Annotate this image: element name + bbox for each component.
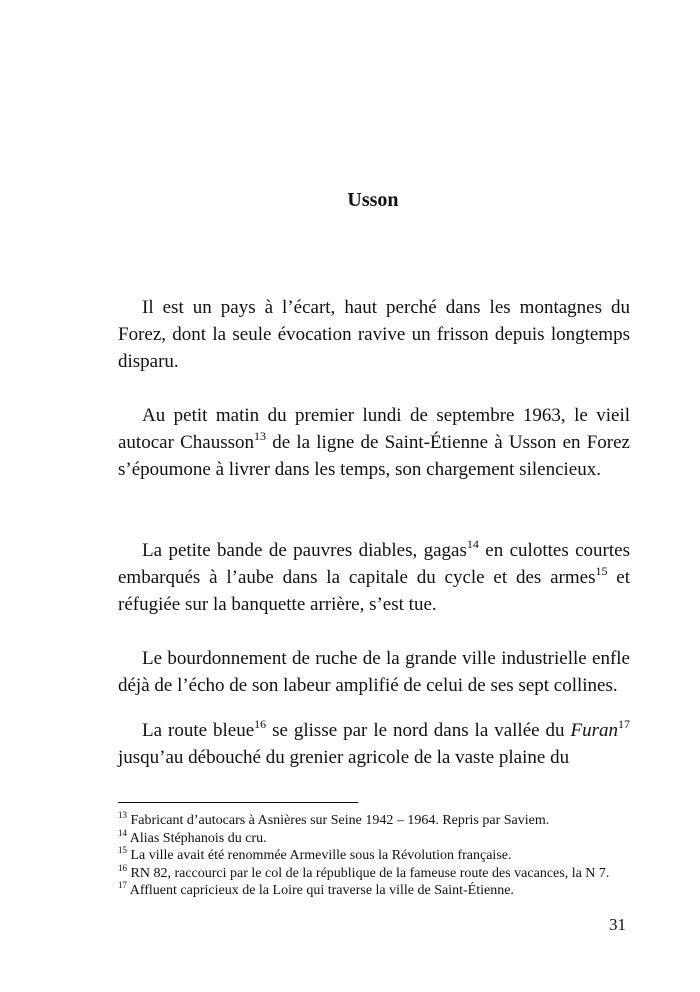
paragraph-4 (118, 645, 630, 699)
footnote-number: 15 (118, 845, 127, 856)
footnote-ref-13: 13 (254, 428, 267, 443)
footnote-text: Alias Stéphanois du cru. (127, 830, 267, 846)
paragraph-3 (118, 537, 630, 618)
paragraph-2 (118, 402, 630, 483)
footnote-separator (118, 802, 358, 803)
footnote-number: 13 (118, 810, 127, 821)
paragraph-1 (118, 294, 630, 375)
paragraph-5-text-c: jusqu’au débouché du grenier agricole de la vaste plaine du (118, 747, 570, 768)
page-number: 31 (609, 915, 626, 934)
paragraph-2-text-a: Au petit matin du premier lundi de septembre 1963, le vieil autocar Chausson (118, 405, 630, 453)
paragraph-1-text: Il est un pays à l’écart, haut perché dans les montagnes du Forez, dont la seule évocation ravive un frisson depuis longtemps disparu. (118, 297, 630, 372)
paragraph-3-text-b: en culottes courtes embarqués à l’aube dans la capitale du cycle et des armes (118, 540, 630, 588)
footnote-number: 17 (118, 880, 127, 891)
footnote-ref-16: 16 (254, 716, 267, 731)
paragraph-5 (118, 717, 630, 771)
footnote-text: Affluent capricieux de la Loire qui traverse la ville de Saint-Étienne. (127, 883, 514, 898)
paragraph-3-text-a: La petite bande de pauvres diables, gagas (142, 540, 467, 561)
paragraph-4-text: Le bourdonnement de ruche de la grande ville industrielle enfle déjà de l’écho de son labeur amplifié de celui de ses sept collines. (118, 648, 630, 696)
footnote-ref-17: 17 (618, 716, 630, 731)
river-name: Furan (570, 720, 618, 741)
footnote-number: 14 (118, 827, 127, 838)
paragraph-5-text-a: La route bleue (142, 720, 255, 741)
footnote (118, 862, 630, 883)
footnote-text: RN 82, raccourci par le col de la république de la fameuse route des vacances, la N 7. (127, 865, 610, 881)
footnote-number: 16 (118, 862, 127, 873)
footnote (118, 882, 630, 900)
paragraph-5-text-b: se glisse par le nord dans la vallée du (266, 720, 571, 741)
footnote-text: Fabricant d’autocars à Asnières sur Seine 1942 – 1964. Repris par Saviem. (127, 813, 550, 828)
footnote (118, 847, 630, 865)
footnote-ref-14: 14 (466, 536, 479, 551)
footnote-ref-15: 15 (595, 563, 608, 578)
footnotes (118, 812, 630, 900)
paragraph-2-text-b: de la ligne de Saint-Étienne à Usson en Forez s’époumone à livrer dans les temps, son chargement silencieux. (118, 432, 630, 480)
footnote (118, 827, 630, 848)
paragraph-3-text-c: et réfugiée sur la banquette arrière, s’est tue. (118, 567, 630, 615)
chapter-title: Usson (347, 189, 399, 211)
footnote-text: La ville avait été renommée Armeville sous la Révolution française. (127, 848, 512, 863)
footnote (118, 812, 630, 830)
